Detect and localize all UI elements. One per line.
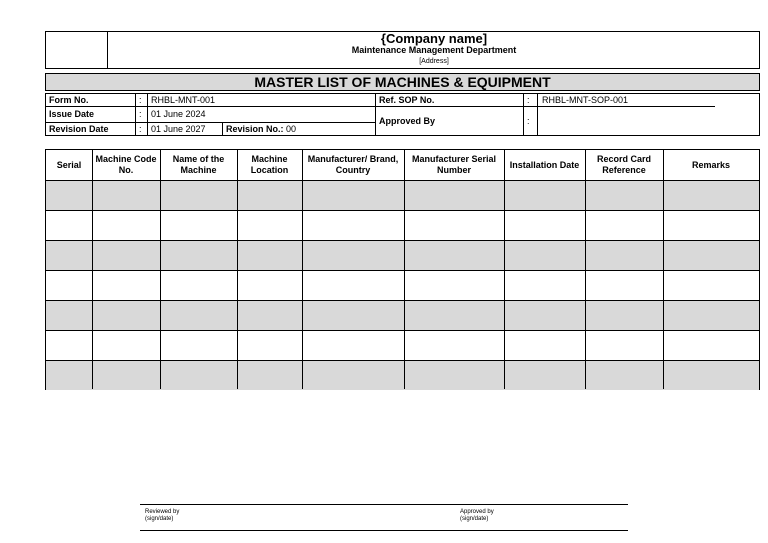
column-header: Name of the Machine [172, 154, 225, 175]
department-name: Maintenance Management Department [351, 45, 517, 55]
column-header: Machine Code No. [95, 154, 157, 175]
colon: : [527, 95, 530, 105]
row-divider [46, 240, 759, 241]
approved-by-sub: (sign/date) [460, 516, 489, 522]
issue-date-label: Issue Date [49, 109, 95, 119]
reviewed-by-label: Reviewed by [145, 509, 180, 515]
table-row [46, 360, 759, 390]
column-header: Installation Date [509, 159, 580, 170]
info-table [45, 93, 760, 136]
revision-no-value: 00 [286, 124, 297, 134]
approved-by-label: Approved By [379, 116, 436, 126]
signature-bottom-line [140, 530, 628, 531]
row-divider [46, 180, 759, 181]
column-header: Remarks [691, 159, 731, 170]
machines-table [45, 149, 760, 390]
table-row [46, 240, 759, 270]
form-no-label: Form No. [49, 95, 89, 105]
colon: : [139, 124, 142, 134]
row-divider [46, 270, 759, 271]
revision-no [226, 123, 296, 135]
column-header: Manufacturer Serial Number [411, 154, 497, 175]
colon: : [527, 116, 530, 126]
column-header: Record Card Reference [596, 154, 651, 175]
approved-by-label: Approved by [460, 509, 494, 515]
issue-date-value: 01 June 2024 [151, 109, 206, 119]
table-row [46, 270, 759, 300]
table-row [46, 330, 759, 360]
reviewed-by-sub: (sign/date) [145, 516, 174, 522]
column-header: Serial [56, 159, 82, 170]
table-row [46, 300, 759, 330]
row-divider [46, 360, 759, 361]
document-title: MASTER LIST OF MACHINES & EQUIPMENT [45, 73, 760, 91]
column-header: Machine Location [250, 154, 289, 175]
company-name: {Company name] [380, 31, 488, 46]
table-row [46, 210, 759, 240]
signature-top-line [140, 504, 628, 505]
form-no-value: RHBL-MNT-001 [151, 95, 216, 105]
colon: : [139, 109, 142, 119]
ref-sop-value: RHBL-MNT-SOP-001 [542, 95, 629, 105]
revision-date-value: 01 June 2027 [151, 124, 206, 134]
row-divider [46, 330, 759, 331]
revision-date-label: Revision Date [49, 124, 109, 134]
column-header: Manufacturer/ Brand, Country [307, 154, 399, 175]
row-divider [46, 210, 759, 211]
ref-sop-label: Ref. SOP No. [379, 95, 435, 105]
colon: : [139, 95, 142, 105]
logo-placeholder [45, 31, 108, 69]
row-divider [46, 300, 759, 301]
table-row [46, 180, 759, 210]
address: [Address] [419, 58, 449, 65]
revision-no-label: Revision No.: [226, 124, 284, 134]
